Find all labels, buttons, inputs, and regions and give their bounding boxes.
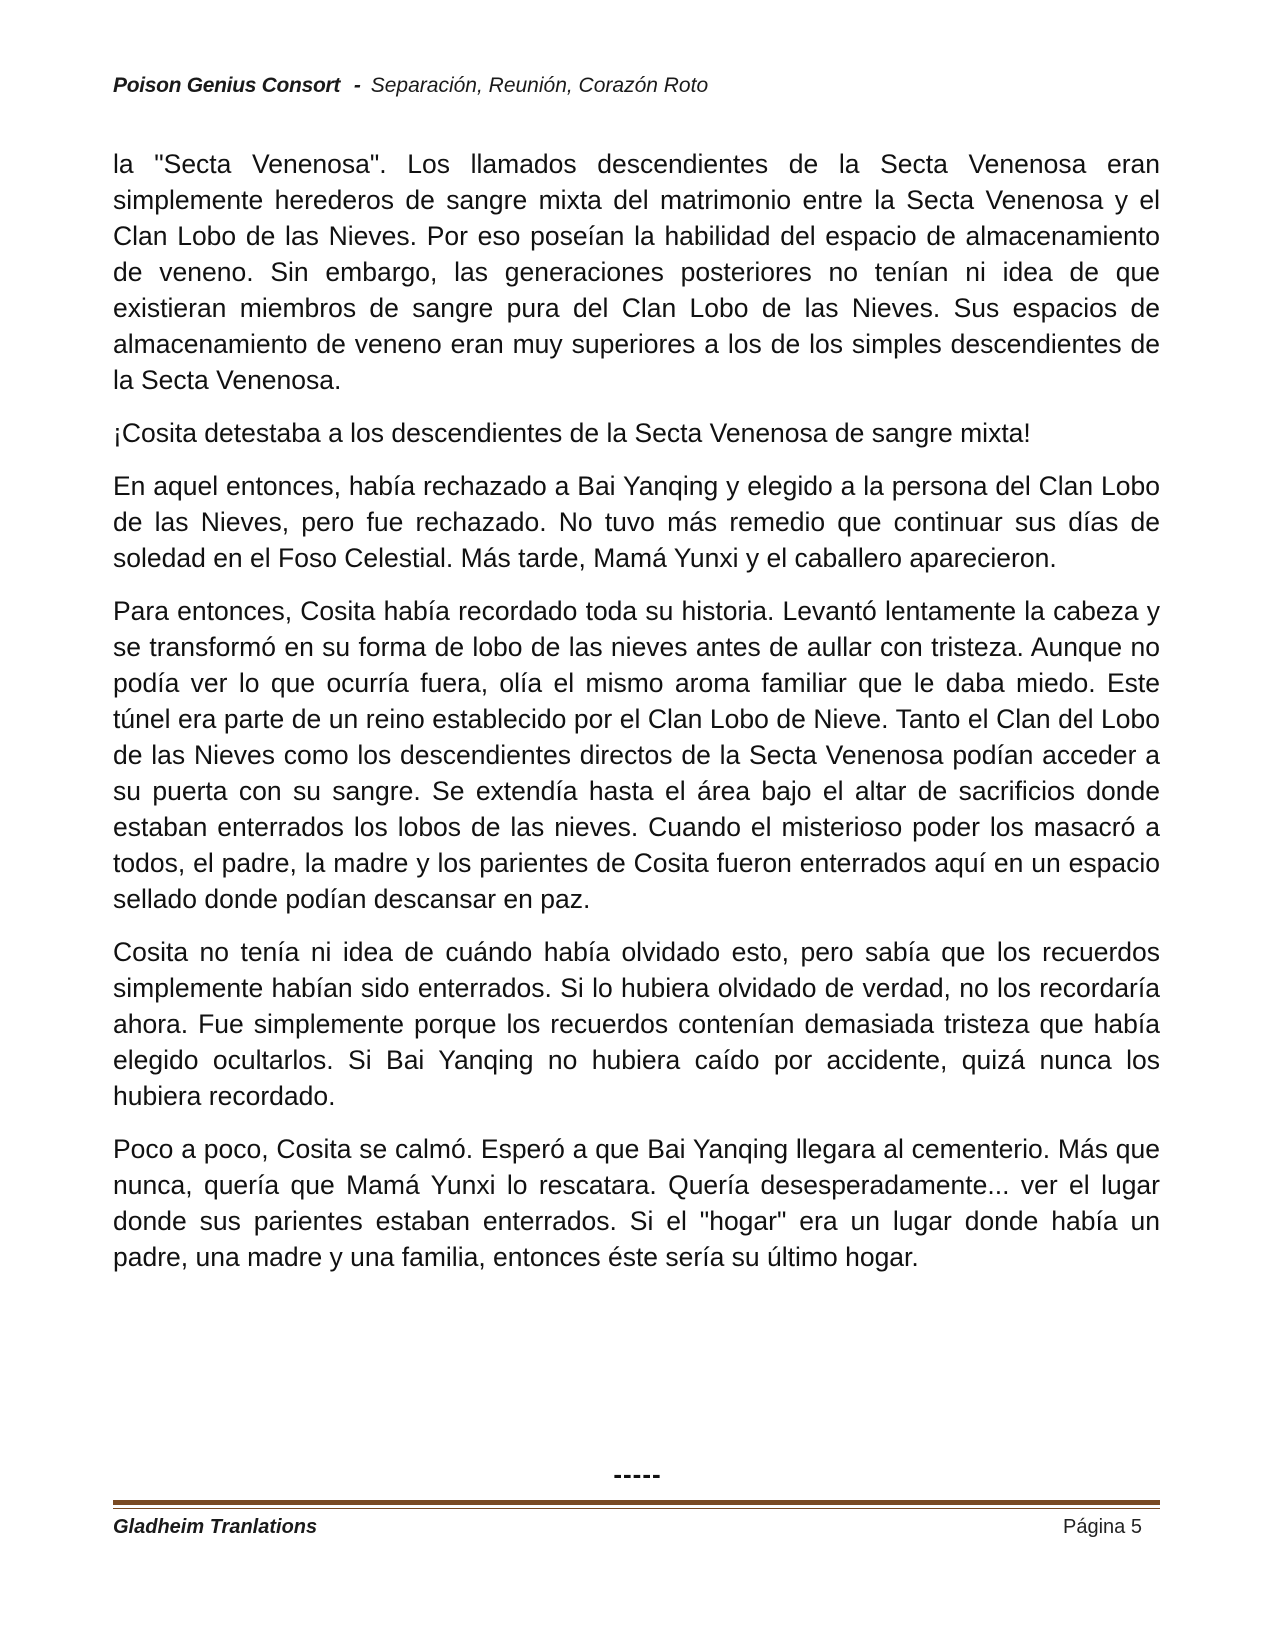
section-separator: ----- [613,1459,662,1489]
paragraph-2: ¡Cosita detestaba a los descendientes de la Secta Venenosa de sangre mixta! [113,418,1031,448]
page-number: Página 5 [1063,1516,1142,1538]
footer-rule-thick [113,1500,1160,1505]
paragraph-4: Para entonces, Cosita había recordado toda su historia. Levantó lentamente la cabeza y se transformó en su forma de lobo de las nieves antes de aullar con tristeza. Aunque no podía ver lo que ocurría fuera, olía el mismo aroma familiar que le daba miedo. Este túnel era parte de un reino establecido por el Clan Lobo de Nieve. Tanto el Clan del Lobo de las Nieves como los descendientes directos de la Secta Venenosa podían acceder a su puerta con su sangre. Se extendía hasta el área bajo el altar de sacrificios donde estaban enterrados los lobos de las nieves. Cuando el misterioso poder los masacró a todos, el padre, la madre y los parientes de Cosita fueron enterrados aquí en un espacio sellado donde podían descansar en paz. [113,596,1160,914]
body-text [113,146,1160,1292]
footer-publisher: Gladheim Tranlations [113,1516,318,1538]
chapter-title: Separación, Reunión, Corazón Roto [370,74,709,97]
paragraph-5: Cosita no tenía ni idea de cuándo había olvidado esto, pero sabía que los recuerdos simplemente habían sido enterrados. Si lo hubiera olvidado de verdad, no los recordaría ahora. Fue simplemente porque los recuerdos contenían demasiada tristeza que había elegido ocultarlos. Si Bai Yanqing no hubiera caído por accidente, quizá nunca los hubiera recordado. [113,937,1160,1111]
paragraph-6: Poco a poco, Cosita se calmó. Esperó a que Bai Yanqing llegara al cementerio. Más que nunca, quería que Mamá Yunxi lo rescatara. Quería desesperadamente... ver el lugar donde sus parientes estaban enterrados. Si el "hogar" era un lugar donde había un padre, una madre y una familia, entonces éste sería su último hogar. [113,1134,1160,1272]
header-separator: - [353,74,361,97]
book-title: Poison Genius Consort [113,74,341,97]
paragraph-1: la "Secta Venenosa". Los llamados descendientes de la Secta Venenosa eran simplemente herederos de sangre mixta del matrimonio entre la Secta Venenosa y el Clan Lobo de las Nieves. Por eso poseían la habilidad del espacio de almacenamiento de veneno. Sin embargo, las generaciones posteriores no tenían ni idea de que existieran miembros de sangre pura del Clan Lobo de las Nieves. Sus espacios de almacenamiento de veneno eran muy superiores a los de los simples descendientes de la Secta Venenosa. [113,149,1160,395]
page-header [113,74,708,98]
paragraph-3: En aquel entonces, había rechazado a Bai Yanqing y elegido a la persona del Clan Lobo de las Nieves, pero fue rechazado. No tuvo más remedio que continuar sus días de soledad en el Foso Celestial. Más tarde, Mamá Yunxi y el caballero aparecieron. [113,471,1160,573]
footer-rule-thin [113,1508,1160,1509]
